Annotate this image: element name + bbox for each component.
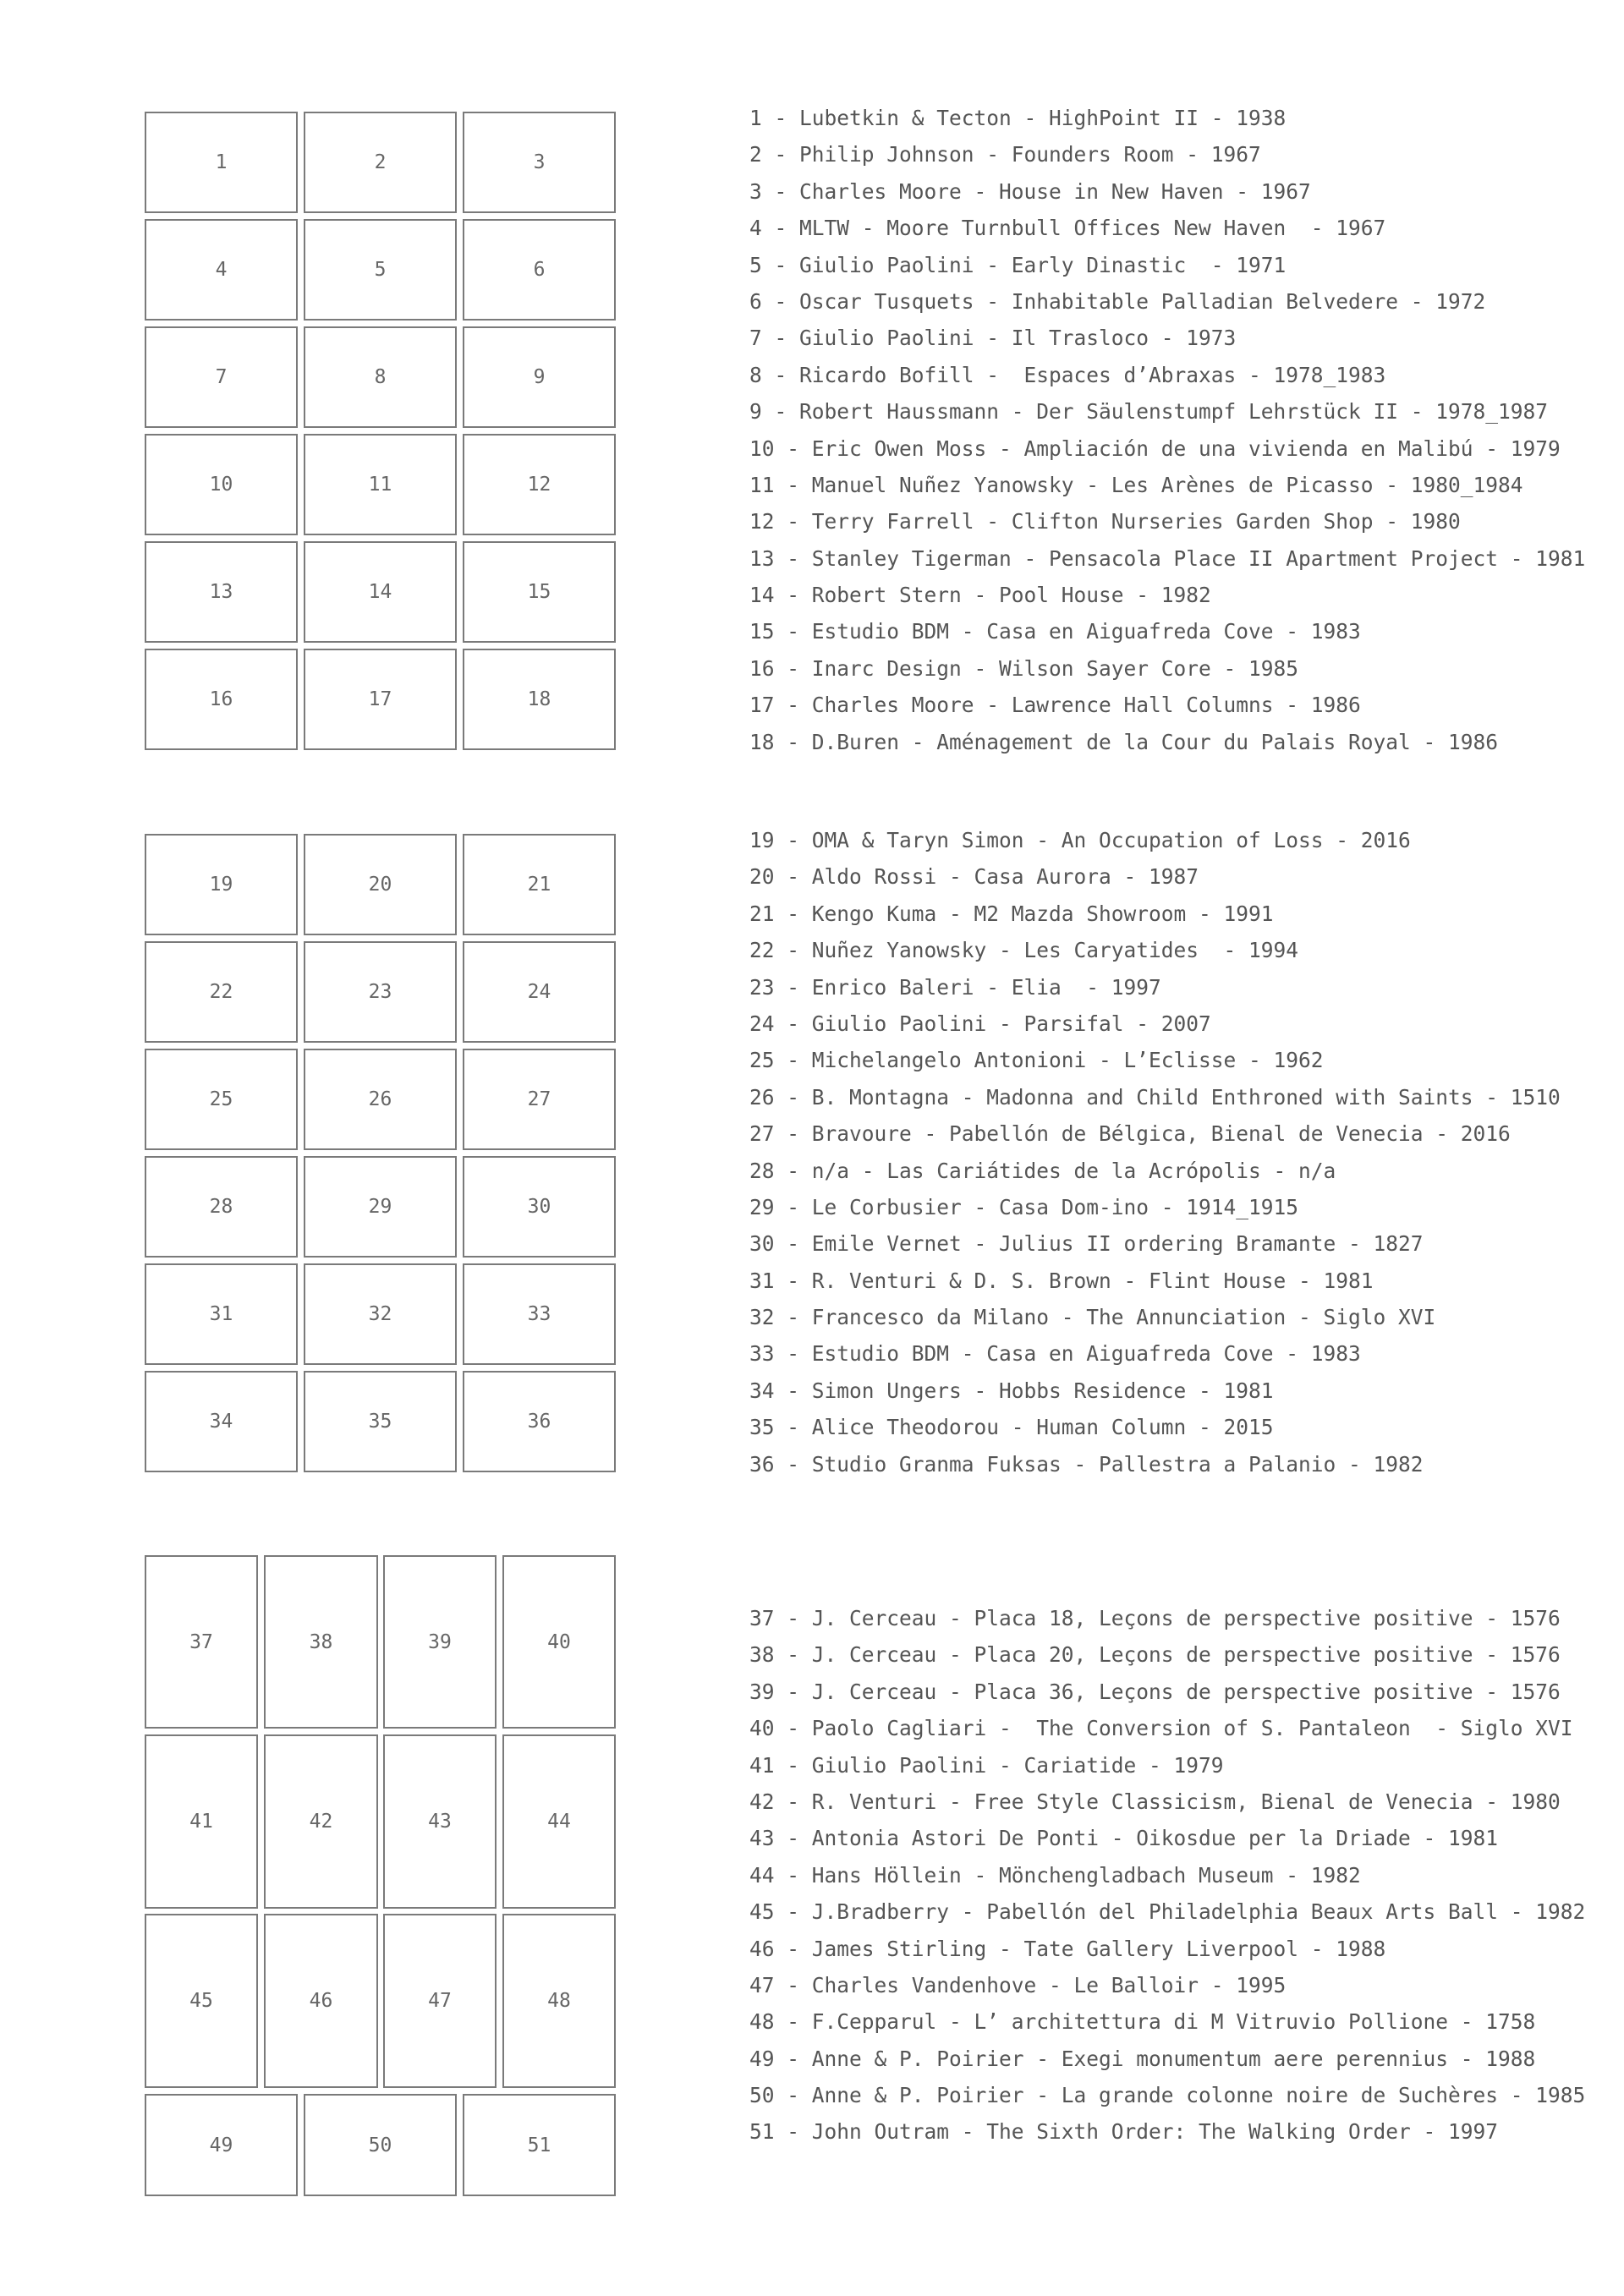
caption-item: 12 - Terry Farrell - Clifton Nurseries Garden Shop - 1980 [749,509,1461,534]
caption-item: 30 - Emile Vernet - Julius II ordering Bramante - 1827 [749,1231,1424,1257]
caption-item: 42 - R. Venturi - Free Style Classicism, Bienal de Venecia - 1980 [749,1789,1561,1814]
caption-item: 48 - F.Cepparul - L’ architettura di M Vitruvio Pollione - 1758 [749,2009,1536,2035]
grid-cell: 19 [145,834,298,935]
caption-item: 25 - Michelangelo Antonioni - L’Eclisse - 1962 [749,1048,1324,1073]
caption-item: 6 - Oscar Tusquets - Inhabitable Palladian Belvedere - 1972 [749,288,1486,314]
grid-cell: 30 [463,1156,616,1258]
caption-item: 45 - J.Bradberry - Pabellón del Philadelphia Beaux Arts Ball - 1982 [749,1899,1586,1925]
caption-item: 50 - Anne & P. Poirier - La grande colonne noire de Suchères - 1985 [749,2083,1586,2108]
grid-cell: 8 [304,326,457,428]
grid-cell: 34 [145,1371,298,1472]
grid-cell: 37 [145,1555,258,1729]
caption-item: 14 - Robert Stern - Pool House - 1982 [749,583,1211,608]
caption-item: 36 - Studio Granma Fuksas - Pallestra a Palanio - 1982 [749,1451,1424,1477]
caption-item: 5 - Giulio Paolini - Early Dinastic - 1971 [749,252,1287,277]
grid-cell: 51 [463,2094,616,2196]
caption-item: 15 - Estudio BDM - Casa en Aiguafreda Cove - 1983 [749,619,1361,644]
grid-cell: 44 [502,1734,616,1909]
caption-item: 46 - James Stirling - Tate Gallery Liverpool - 1988 [749,1936,1386,1961]
grid-cell: 18 [463,649,616,750]
grid-cell: 17 [304,649,457,750]
caption-item: 32 - Francesco da Milano - The Annunciation - Siglo XVI [749,1305,1436,1330]
caption-item: 26 - B. Montagna - Madonna and Child Enthroned with Saints - 1510 [749,1084,1561,1110]
caption-item: 39 - J. Cerceau - Placa 36, Leçons de perspective positive - 1576 [749,1679,1561,1704]
caption-item: 40 - Paolo Cagliari - The Conversion of S. Pantaleon - Siglo XVI [749,1716,1573,1741]
grid-cell: 2 [304,112,457,213]
grid-cell: 11 [304,434,457,535]
caption-list-section-2 [749,822,1561,1482]
grid-cell: 45 [145,1914,258,2088]
grid-cell: 13 [145,541,298,643]
grid-cell: 4 [145,219,298,321]
caption-item: 1 - Lubetkin & Tecton - HighPoint II - 1938 [749,106,1287,130]
caption-item: 9 - Robert Haussmann - Der Säulenstumpf Lehrstück II - 1978_1987 [749,399,1549,425]
caption-item: 47 - Charles Vandenhove - Le Balloir - 1995 [749,1972,1287,1997]
grid-cell: 10 [145,434,298,535]
caption-item: 41 - Giulio Paolini - Cariatide - 1979 [749,1752,1224,1778]
grid-cell: 42 [264,1734,378,1909]
grid-cell: 21 [463,834,616,935]
grid-cell: 27 [463,1049,616,1150]
grid-cell: 1 [145,112,298,213]
grid-cell: 3 [463,112,616,213]
grid-cell: 25 [145,1049,298,1150]
caption-item: 21 - Kengo Kuma - M2 Mazda Showroom - 1991 [749,901,1274,926]
caption-item: 11 - Manuel Nuñez Yanowsky - Les Arènes de Picasso - 1980_1984 [749,472,1523,497]
grid-cell: 35 [304,1371,457,1472]
grid-cell: 32 [304,1263,457,1365]
grid-cell: 31 [145,1263,298,1365]
grid-cell: 38 [264,1555,378,1729]
grid-cell: 50 [304,2094,457,2196]
grid-cell: 5 [304,219,457,321]
caption-item: 16 - Inarc Design - Wilson Sayer Core - 1985 [749,655,1299,681]
caption-item: 29 - Le Corbusier - Casa Dom-ino - 1914_1915 [749,1194,1299,1219]
grid-cell: 46 [264,1914,378,2088]
caption-item: 33 - Estudio BDM - Casa en Aiguafreda Cove - 1983 [749,1341,1361,1367]
grid-cell: 29 [304,1156,457,1258]
grid-cell: 49 [145,2094,298,2196]
caption-item: 35 - Alice Theodorou - Human Column - 2015 [749,1415,1274,1440]
grid-cell: 9 [463,326,616,428]
caption-item: 37 - J. Cerceau - Placa 18, Leçons de perspective positive - 1576 [749,1606,1561,1630]
grid-cell: 22 [145,941,298,1043]
grid-cell: 39 [383,1555,497,1729]
grid-cell: 33 [463,1263,616,1365]
caption-item: 7 - Giulio Paolini - Il Trasloco - 1973 [749,326,1237,351]
grid-cell: 36 [463,1371,616,1472]
grid-cell: 48 [502,1914,616,2088]
caption-item: 34 - Simon Ungers - Hobbs Residence - 1981 [749,1378,1274,1403]
grid-cell: 24 [463,941,616,1043]
grid-cell: 28 [145,1156,298,1258]
caption-item: 10 - Eric Owen Moss - Ampliación de una vivienda en Malibú - 1979 [749,436,1561,461]
caption-item: 38 - J. Cerceau - Placa 20, Leçons de perspective positive - 1576 [749,1642,1561,1668]
caption-item: 22 - Nuñez Yanowsky - Les Caryatides - 1994 [749,938,1299,963]
caption-item: 20 - Aldo Rossi - Casa Aurora - 1987 [749,864,1199,890]
grid-cell: 12 [463,434,616,535]
caption-item: 13 - Stanley Tigerman - Pensacola Place II Apartment Project - 1981 [749,545,1586,571]
caption-item: 23 - Enrico Baleri - Elia - 1997 [749,974,1161,1000]
caption-item: 19 - OMA & Taryn Simon - An Occupation of Loss - 2016 [749,828,1411,852]
caption-item: 31 - R. Venturi & D. S. Brown - Flint House - 1981 [749,1268,1374,1293]
caption-item: 3 - Charles Moore - House in New Haven - 1967 [749,178,1311,204]
caption-list-section-1 [749,100,1585,760]
caption-item: 2 - Philip Johnson - Founders Room - 1967 [749,142,1261,167]
caption-item: 8 - Ricardo Bofill - Espaces d’Abraxas - 1978_1983 [749,362,1386,387]
grid-cell: 7 [145,326,298,428]
grid-cell: 16 [145,649,298,750]
caption-item: 49 - Anne & P. Poirier - Exegi monumentum aere perennius - 1988 [749,2046,1536,2071]
grid-cell: 41 [145,1734,258,1909]
grid-cell: 6 [463,219,616,321]
grid-cell: 47 [383,1914,497,2088]
caption-item: 24 - Giulio Paolini - Parsifal - 2007 [749,1011,1211,1036]
grid-cell: 43 [383,1734,497,1909]
grid-cell: 40 [502,1555,616,1729]
grid-cell: 15 [463,541,616,643]
caption-item: 17 - Charles Moore - Lawrence Hall Columns - 1986 [749,693,1361,718]
grid-cell: 23 [304,941,457,1043]
caption-item: 27 - Bravoure - Pabellón de Bélgica, Bienal de Venecia - 2016 [749,1121,1511,1147]
caption-list-section-3 [749,1600,1585,2151]
caption-item: 28 - n/a - Las Cariátides de la Acrópolis - n/a [749,1158,1336,1183]
caption-item: 18 - D.Buren - Aménagement de la Cour du Palais Royal - 1986 [749,729,1499,754]
grid-cell: 20 [304,834,457,935]
grid-cell: 26 [304,1049,457,1150]
caption-item: 4 - MLTW - Moore Turnbull Offices New Haven - 1967 [749,216,1386,241]
grid-cell: 14 [304,541,457,643]
caption-item: 43 - Antonia Astori De Ponti - Oikosdue per la Driade - 1981 [749,1826,1499,1851]
caption-item: 44 - Hans Höllein - Mönchengladbach Museum - 1982 [749,1862,1361,1888]
caption-item: 51 - John Outram - The Sixth Order: The Walking Order - 1997 [749,2119,1499,2145]
